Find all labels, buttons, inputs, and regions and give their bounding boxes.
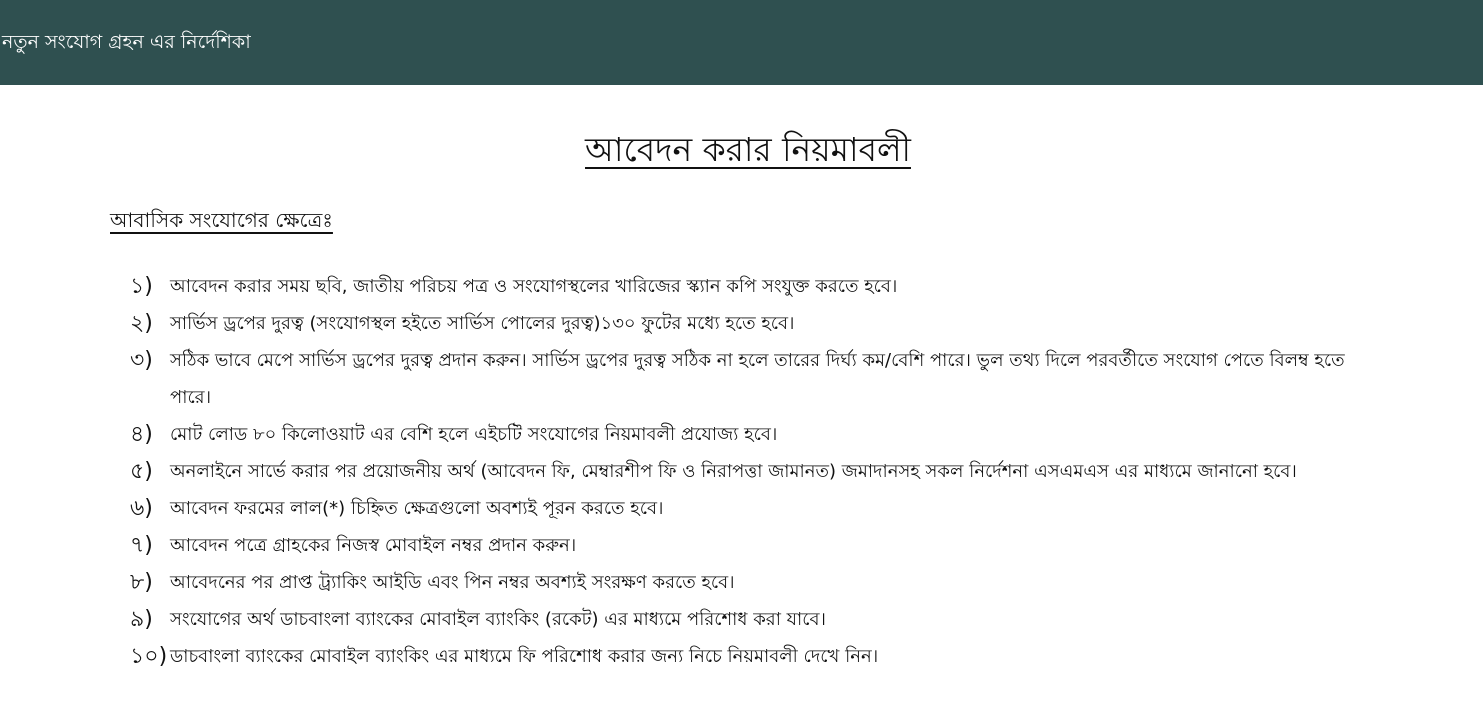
- rule-text: অনলাইনে সার্ভে করার পর প্রয়োজনীয় অর্থ (আবেদন ফি, মেম্বারশীপ ফি ও নিরাপত্তা জামানত) জমাদানসহ সকল নির্দেশনা এসএমএস এর মাধ্যমে জানানো হবে।: [170, 461, 1297, 482]
- rule-item: [130, 342, 1370, 416]
- header-title: নতুন সংযোগ গ্রহন এর নির্দেশিকা: [2, 31, 251, 53]
- rule-text: সার্ভিস ড্রপের দুরত্ব (সংযোগস্থল হইতে সার্ভিস পোলের দুরত্ব)১৩০ ফুটের মধ্যে হতে হবে।: [170, 313, 795, 334]
- rule-item: [130, 527, 1370, 564]
- rule-number: ৪): [130, 422, 153, 447]
- rule-item: [130, 601, 1370, 638]
- page-title: আবেদন করার নিয়মাবলী: [585, 130, 911, 169]
- rule-text: আবেদন করার সময় ছবি, জাতীয় পরিচয় পত্র ও সংযোগস্থলের খারিজের স্ক্যান কপি সংযুক্ত করতে হবে।: [170, 276, 898, 297]
- rule-item: [130, 638, 1370, 675]
- section-heading-residential: আবাসিক সংযোগের ক্ষেত্রেঃ: [110, 208, 333, 232]
- rule-number: ৮): [130, 570, 153, 595]
- rule-text: মোট লোড ৮০ কিলোওয়াট এর বেশি হলে এইচটি সংযোগের নিয়মাবলী প্রযোজ্য হবে।: [170, 424, 778, 445]
- top-header-bar: [0, 0, 1483, 85]
- rule-item: [130, 453, 1370, 490]
- rule-number: ১): [130, 274, 153, 299]
- rule-number: ৩): [130, 348, 153, 373]
- rule-number: ২): [130, 311, 153, 336]
- rule-item: [130, 490, 1370, 527]
- rule-text: আবেদনের পর প্রাপ্ত ট্র্যাকিং আইডি এবং পিন নম্বর অবশ্যই সংরক্ষণ করতে হবে।: [170, 572, 735, 593]
- rule-text: সংযোগের অর্থ ডাচবাংলা ব্যাংকের মোবাইল ব্যাংকিং (রকেট) এর মাধ্যমে পরিশোধ করা যাবে।: [170, 609, 826, 630]
- rule-item: [130, 305, 1370, 342]
- rule-number: ১০): [130, 644, 168, 669]
- rule-item: [130, 564, 1370, 601]
- rule-text: আবেদন ফরমের লাল(*) চিহ্নিত ক্ষেত্রগুলো অবশ্যই পূরন করতে হবে।: [170, 498, 664, 519]
- rule-text: ডাচবাংলা ব্যাংকের মোবাইল ব্যাংকিং এর মাধ্যমে ফি পরিশোধ করার জন্য নিচে নিয়মাবলী দেখে নিন।: [170, 646, 879, 667]
- rule-item: [130, 416, 1370, 453]
- rule-text: সঠিক ভাবে মেপে সার্ভিস ড্রপের দুরত্ব প্রদান করুন। সার্ভিস ড্রপের দুরত্ব সঠিক না হলে তারের দির্ঘ্য কম/বেশি পারে। ভুল তথ্য দিলে পরবর্তীতে সংযোগ পেতে বিলম্ব হতে পারে।: [170, 350, 1345, 408]
- rule-number: ৯): [130, 607, 153, 632]
- rule-text: আবেদন পত্রে গ্রাহকের নিজস্ব মোবাইল নম্বর প্রদান করুন।: [170, 535, 577, 556]
- rule-number: ৭): [130, 533, 153, 558]
- rules-list: [130, 268, 1370, 675]
- rule-number: ৬): [130, 496, 153, 521]
- rule-number: ৫): [130, 459, 153, 484]
- rule-item: [130, 268, 1370, 305]
